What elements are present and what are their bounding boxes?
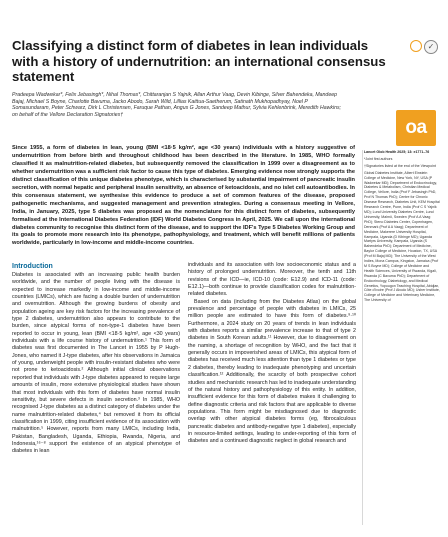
sidebar-notes: [364, 150, 440, 305]
open-access-logo: oa: [396, 110, 436, 146]
column-divider: [362, 150, 363, 525]
article-title: Classifying a distinct form of diabetes in lean individuals with a history of undernutrition: an international consensus statement: [12, 38, 386, 84]
joint-first-authors-note: *Joint first authors: [364, 156, 393, 161]
body-column-left: [12, 262, 180, 456]
body-paragraph: Diabetes is associated with an increasing public health burden worldwide, and the number of people living with the disease is expected to increase markedly in low-income and middle-income countries (LMICs), which are facing a double burden of undernutrition and overnutrition. Although the growing burdens of obesity and population ageing are key risk factors for the increasing prevalence of type 2 diabetes, undernutrition also appears to contribute to the burden, since atypical forms of non-type-1 diabetes have been reported to occur in young, lean (BMI <18·5 kg/m², age <30 years) individuals with a life course history of undernutrition.¹ This form of diabetes was first documented in The Lancet in 1955 by P Hugh-Jones, who named it J-type diabetes, after his observations in Jamaica of young, underweight people with insulin-resistant diabetes who were not prone to ketoacidosis.² Although initial clinical observations reported that individuals with J-type diabetes appeared to require large amounts of insulin, more extensive physiological studies have shown that most individuals with this form of diabetes have normal insulin sensitivity, but severe defects in insulin secretion.³ In 1985, WHO recognised J-type diabetes as a distinct category of diabetes under the name malnutrition-related diabetes,⁴ but removed it from its official classification in 1999, citing insufficient evidence of its association with malnutrition.⁵ However, reports from many LMICs, including India, Pakistan, Bangladesh, Uganda, Ethiopia, Rwanda, Nigeria, and Indonesia,¹⁶⁻⁸ support the existence of an atypical phenotype of diabetes in lean: [12, 272, 180, 455]
open-access-ring-icon: [410, 40, 422, 52]
body-column-right: [188, 262, 356, 446]
body-paragraph: individuals and its association with low socioeconomic status and a history of prolonged undernutrition. Moreover, the tenth and 11th revisions of the ICD—ie, ICD-10 (code: E12.9) and ICD-11 (code: E12.1)—both continue to provide classification codes for malnutrition-related diabetes.: [188, 262, 356, 298]
author-affiliations: Global Diabetes Institute, Albert Einstein College of Medicine, New York, NY, USA (P Wadwekar MD); Department of Endocrinology, Diabetes & Metabolism, Christian Medical College, Vellore, India (Prof F Jebasingh PhD, Prof N Thomas PhD); Centre for Chronic Disease Research, Diabetes Unit, KEM Hospital Research Centre, Pune, India (Prof C S Yajnik MD); Lund University Diabetes Centre, Lund University, Malmö, Sweden (Prof A A Vaag PhD); Steno Diabetes Center, Copenhagen, Denmark (Prof A A Vaag); Department of Medicine, Makerere University Hospital, Kampala, Uganda (D Kibinge MD); Uganda Martyrs University, Kampala, Uganda (S Bahendeka PhD); Department of Medicine, Baylor College of Medicine, Houston, TX, USA (Prof M Bajaj MD); The University of the West Indies, Mona Campus, Kingston, Jamaica (Prof M S Boyne MD); College of Medicine and Health Sciences, University of Rwanda, Kigali, Rwanda (C Bavuma PhD); Department of Endocrinology, Diabetology, and Medical Genetics, Yopougon Teaching Hospital, Abidjan, Côte d'Ivoire (Prof J Abodo MD); Usher Institute, College of Medicine and Veterinary Medicine, The University of: [364, 170, 440, 303]
section-heading-introduction: Introduction: [12, 263, 53, 270]
signatories-note: †Signatories listed at the end of the Viewpoint: [364, 163, 436, 168]
journal-citation: Lancet Glob Health 2025; 13: e1771–76: [364, 150, 430, 154]
check-for-updates-icon[interactable]: ✓: [424, 40, 438, 54]
abstract: Since 1955, a form of diabetes in lean, young (BMI <18·5 kg/m², age <30 years) individuals with a history suggestive of undernutrition from before birth and throughout childhood has been described in the literature. In 1985, WHO formally classified it as malnutrition-related diabetes, but subsequently removed the classification in 1999 over a disagreement as to whether undernutrition was a sufficient risk factor to cause this type of diabetes. Emerging evidence now strongly supports the distinct classification of this unique diabetes phenotype, which is characterised by substantial impairment of pancreatic insulin secretion, with normal hepatic and peripheral insulin sensitivity, an absence of ketoacidosis, and no islet cell autoantibodies. In this consensus statement, we synthesise this evidence to produce a set of common features of the disease, proposed pathogenetic mechanisms, and suggested management and prevention strategies. During a consensus meeting in Vellore, India, in January, 2025, type 5 diabetes was proposed as the nomenclature for this distinct form of diabetes, subsequently formalised at the International Diabetes Federation (IDF) World Diabetes Congress in April, 2025. We call upon the international diabetes community to recognise this distinct form of the disease, and to support the IDF's Type 5 Diabetes Working Group and its goals to promote more research into its phenotype, pathophysiology, and treatment, which will benefit millions of patients worldwide, particularly in low-income and middle-income countries.: [12, 145, 355, 247]
author-list: Pradeepa Wadwekar*, Felix Jebasingh*, Nihal Thomas*, Chittaranjan S Yajnik, Allan Arthur Vaag, Devin Kibinge, Silver Bahendeka, Mandeep Bajaj, Michael S Boyne, Charlotte Bavuma, Jacko Abodo, Sarah Wild, Lillias Kaittua-Saetherum, Satinath Mukhopadhyay, Noel P Somasundaram, Peter Schwarz, Dirk L Christensen, Faruque Pathan, Angus G Jones, Sandeep Mathur, Sylvia Kehlenbrink, Meredith Hawkins; on behalf of the Vellore Declaration Signatories†: [12, 92, 341, 118]
body-paragraph: Based on data (including from the Diabetes Atlas) on the global prevalence and percentage of people with diabetes in LMICs, 25 million people are estimated to have this form of diabetes.⁹·¹⁰ Furthermore, a 2024 study on 20 years of trends in lean individuals with diabetes reports a similar prevalence increase to that of type 2 diabetes in South Korean adults.¹¹ However, due to disagreement on the naming, a shortage of recognition by WHO, and the fact that it generally occurs in impoverished areas of LMICs, this atypical form of diabetes has received much less attention than type 1 diabetes or type 2 diabetes, thereby leading to inadequate phenotyping and uncertain classification.¹² Additionally, the scarcity of both prospective cohort studies and mechanistic research has led to inadequate understanding of the natural history and pathophysiology of this entity. In addition, insufficient evidence for this form of diabetes makes it challenging to define diagnostic criteria and risk factors that are applicable to diverse populations. This form might be misdiagnosed due to diagnostic overlap with other atypical diabetes forms (eg, fibrocalculous pancreatic diabetes and antibody-negative type 1 diabetes), especially in resource-limited settings, leading to under-reporting of this form of diabetes and a continued diagnostic neglect in global research and: [188, 298, 356, 445]
